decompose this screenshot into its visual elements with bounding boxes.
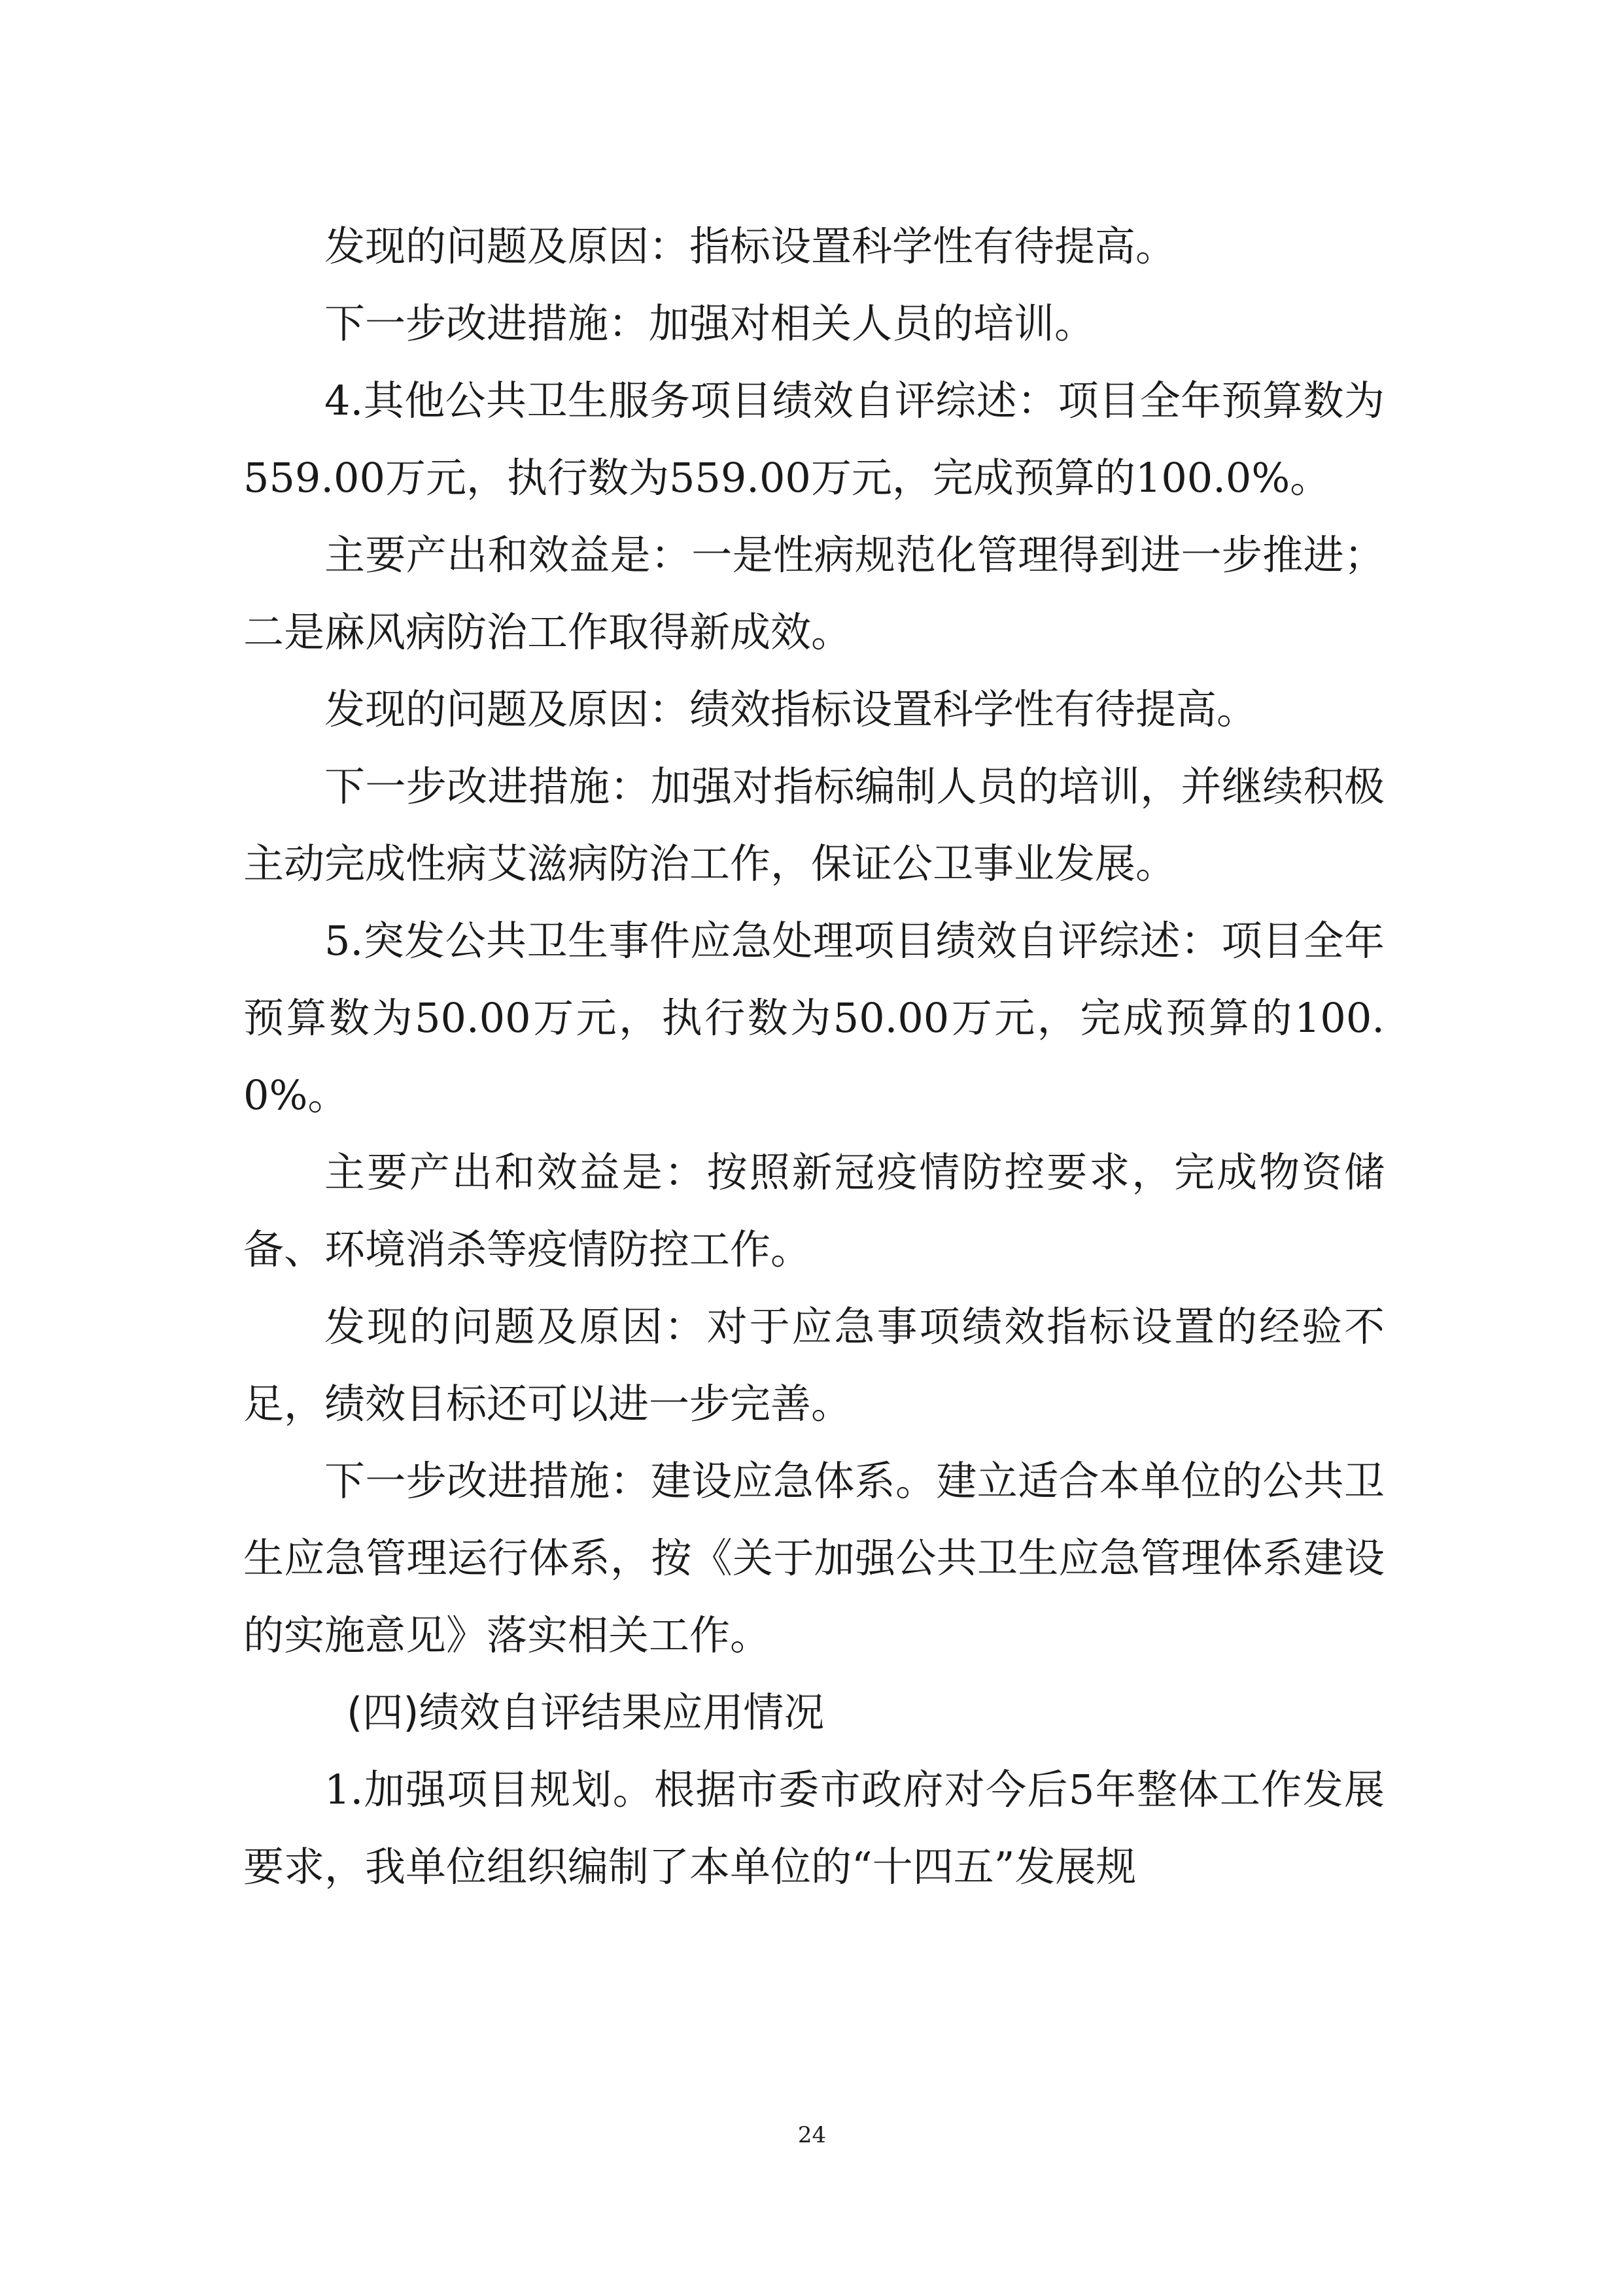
- paragraph-next-step-5: 下一步改进措施：建设应急体系。建立适合本单位的公共卫生应急管理运行体系，按《关于加强公共卫生应急管理体系建设的实施意见》落实相关工作。: [243, 1457, 1385, 1659]
- paragraph-application-1: 1.加强项目规划。根据市委市政府对今后5年整体工作发展要求，我单位组织编制了本单位的“十四五”发展规: [243, 1766, 1385, 1891]
- paragraph-problem-cause-5: 发现的问题及原因：对于应急事项绩效指标设置的经验不足，绩效目标还可以进一步完善。: [243, 1303, 1385, 1428]
- paragraph-item-5-summary: 5.突发公共卫生事件应急处理项目绩效自评综述：项目全年预算数为50.00万元，执行数为50.00万元，完成预算的100.0%。: [243, 917, 1385, 1119]
- paragraph-item-4-summary: 4.其他公共卫生服务项目绩效自评综述：项目全年预算数为559.00万元，执行数为559.00万元，完成预算的100.0%。: [243, 377, 1385, 502]
- paragraph-next-step-1: 下一步改进措施：加强对相关人员的培训。: [324, 300, 1096, 347]
- paragraph-output-benefit-5: 主要产出和效益是：按照新冠疫情防控要求，完成物资储备、环境消杀等疫情防控工作。: [243, 1148, 1385, 1273]
- paragraph-problem-cause-4: 发现的问题及原因：绩效指标设置科学性有待提高。: [324, 685, 1258, 733]
- document-body: [243, 208, 1385, 1906]
- section-subheading: (四)绩效自评结果应用情况: [347, 1688, 825, 1736]
- paragraph-next-step-4: 下一步改进措施：加强对指标编制人员的培训，并继续积极主动完成性病艾滋病防治工作，保证公卫事业发展。: [243, 762, 1385, 887]
- page-number: 24: [797, 2122, 827, 2148]
- paragraph-output-benefit-4: 主要产出和效益是：一是性病规范化管理得到进一步推进；二是麻风病防治工作取得新成效。: [243, 531, 1385, 656]
- paragraph-problem-cause-1: 发现的问题及原因：指标设置科学性有待提高。: [324, 222, 1177, 270]
